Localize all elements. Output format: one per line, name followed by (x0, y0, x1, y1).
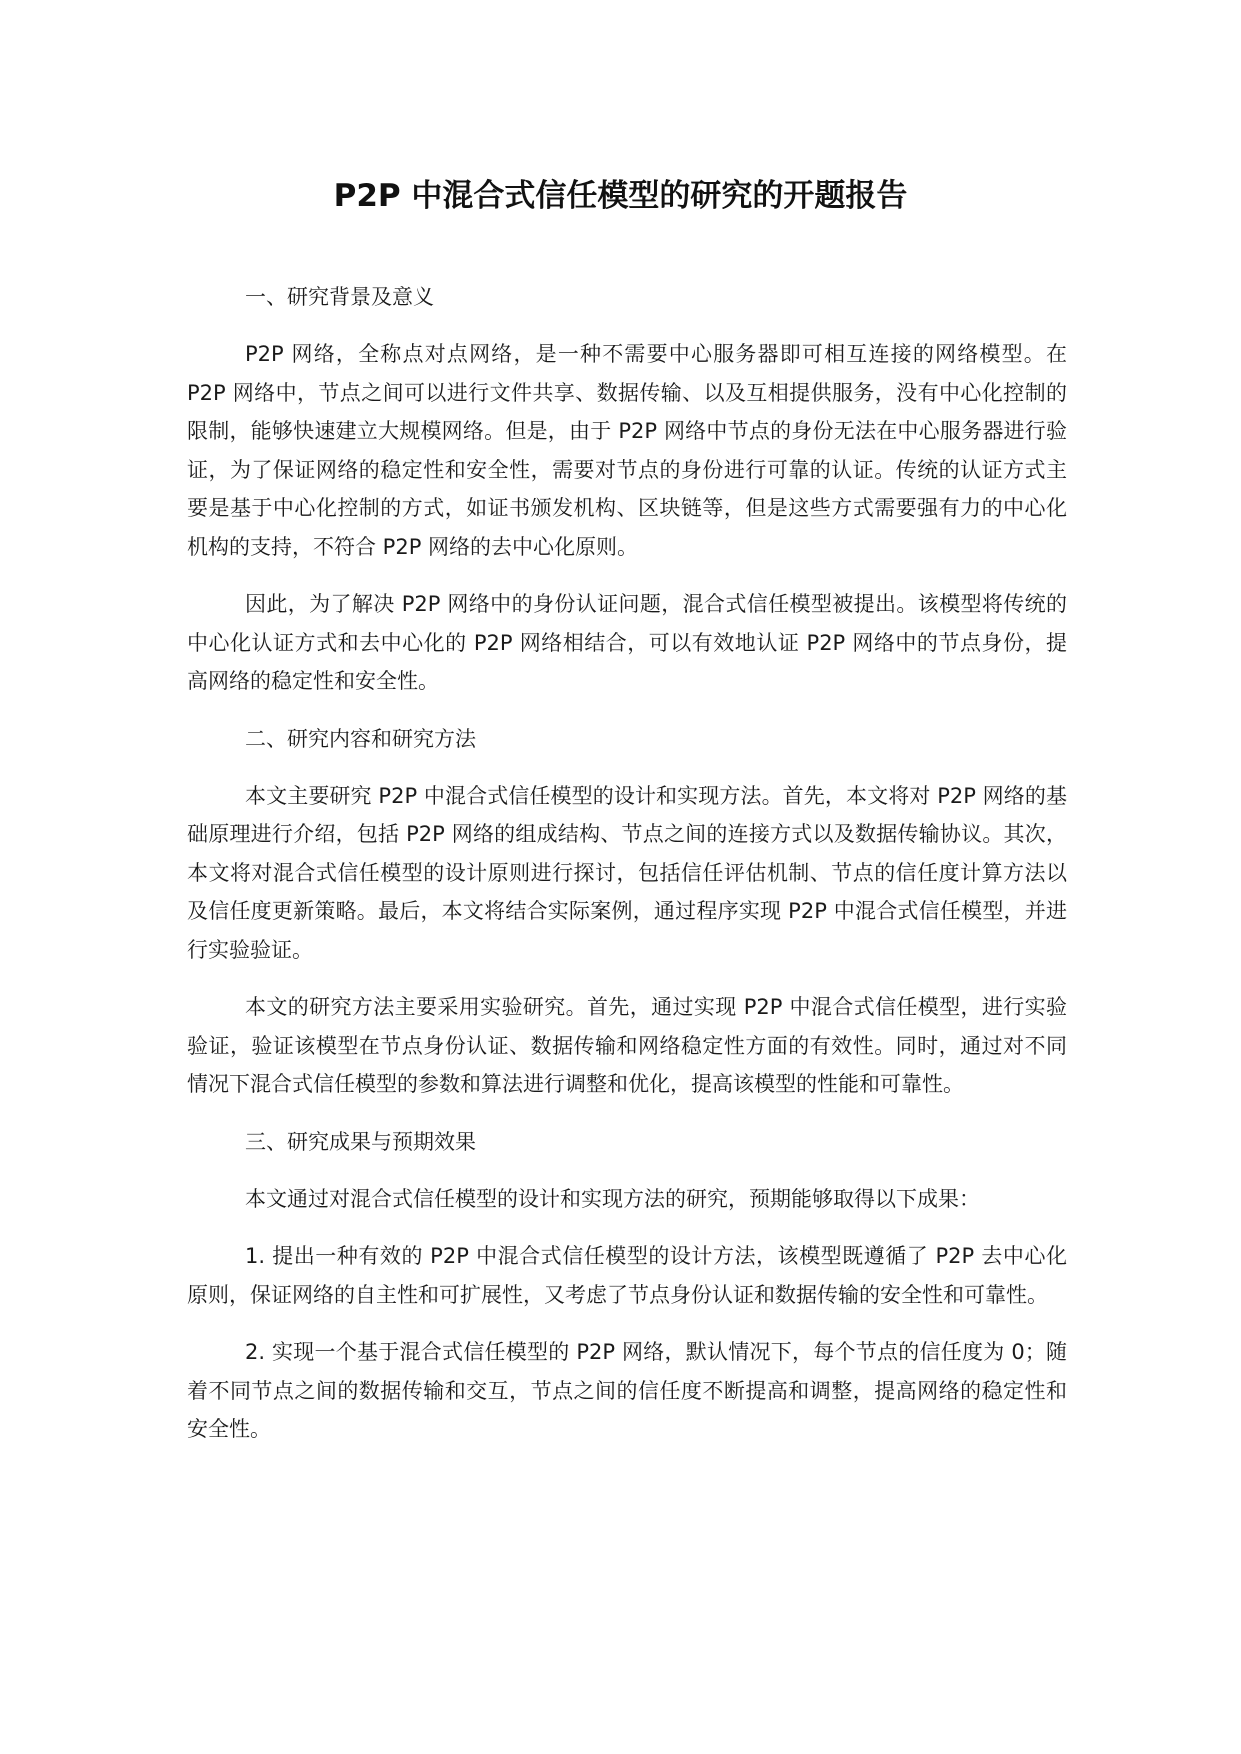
paragraph: 本文主要研究 P2P 中混合式信任模型的设计和实现方法。首先，本文将对 P2P 网络的基础原理进行介绍，包括 P2P 网络的组成结构、节点之间的连接方式以及数据传输协议。其次，本文将对混合式信任模型的设计原则进行探讨，包括信任评估机制、节点的信任度计算方法以及信任度更新策略。最后，本文将结合实际案例，通过程序实现 P2P 中混合式信任模型，并进行实验验证。 (187, 783, 1067, 962)
paragraph: 本文通过对混合式信任模型的设计和实现方法的研究，预期能够取得以下成果： (245, 1186, 980, 1211)
section-heading: 三、研究成果与预期效果 (245, 1129, 476, 1154)
paragraph: P2P 网络，全称点对点网络，是一种不需要中心服务器即可相互连接的网络模型。在 P2P 网络中，节点之间可以进行文件共享、数据传输、以及互相提供服务，没有中心化控制的限制，能够快速建立大规模网络。但是，由于 P2P 网络中节点的身份无法在中心服务器进行验证，为了保证网络的稳定性和安全性，需要对节点的身份进行可靠的认证。传统的认证方式主要是基于中心化控制的方式，如证书颁发机构、区块链等，但是这些方式需要强有力的中心化机构的支持，不符合 P2P 网络的去中心化原则。 (187, 342, 1067, 559)
section-heading: 一、研究背景及意义 (245, 285, 434, 309)
list-item: 2. 实现一个基于混合式信任模型的 P2P 网络，默认情况下，每个节点的信任度为 0；随着不同节点之间的数据传输和交互，节点之间的信任度不断提高和调整，提高网络的稳定性和安全性。 (187, 1340, 1067, 1441)
paragraph: 因此，为了解决 P2P 网络中的身份认证问题，混合式信任模型被提出。该模型将传统的中心化认证方式和去中心化的 P2P 网络相结合，可以有效地认证 P2P 网络中的节点身份，提高网络的稳定性和安全性。 (187, 592, 1067, 693)
paragraph: 本文的研究方法主要采用实验研究。首先，通过实现 P2P 中混合式信任模型，进行实验验证，验证该模型在节点身份认证、数据传输和网络稳定性方面的有效性。同时，通过对不同情况下混合式信任模型的参数和算法进行调整和优化，提高该模型的性能和可靠性。 (187, 995, 1067, 1096)
section-heading: 二、研究内容和研究方法 (245, 726, 476, 751)
list-item: 1. 提出一种有效的 P2P 中混合式信任模型的设计方法，该模型既遵循了 P2P 去中心化原则，保证网络的自主性和可扩展性，又考虑了节点身份认证和数据传输的安全性和可靠性。 (187, 1244, 1067, 1307)
page-title: P2P 中混合式信任模型的研究的开题报告 (333, 178, 908, 214)
document-body (187, 278, 1067, 1449)
